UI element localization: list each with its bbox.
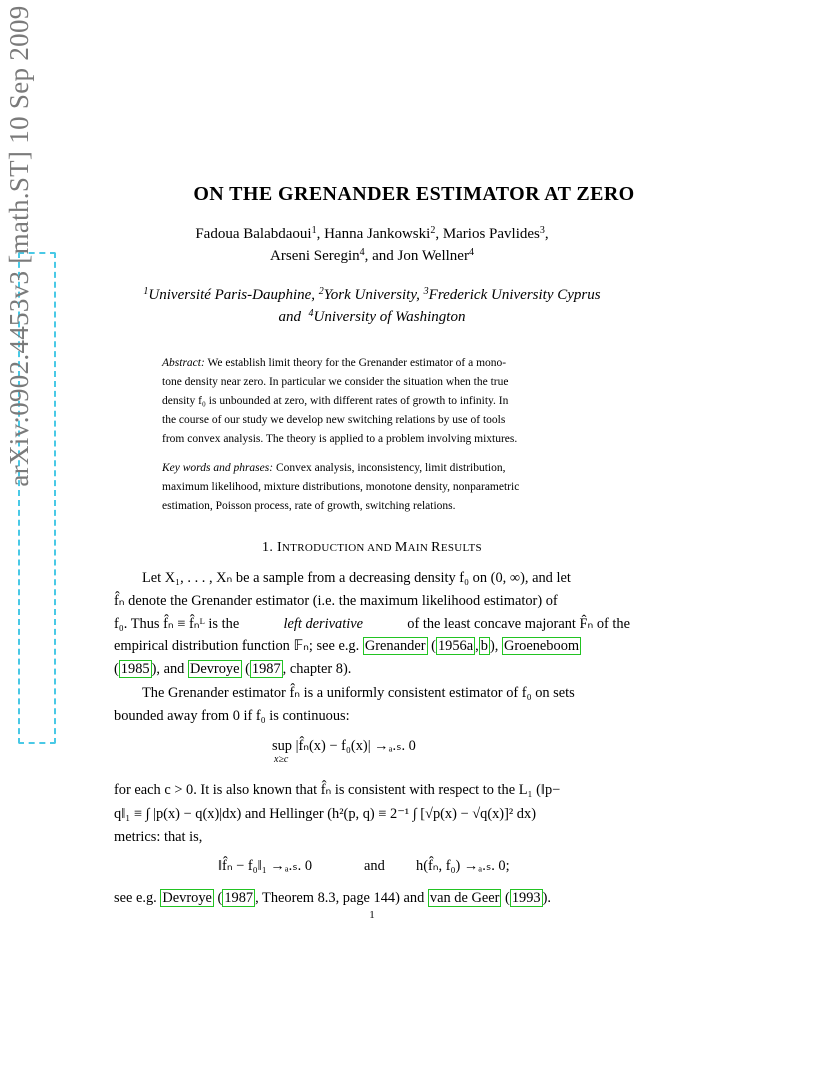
author-name: Jon Wellner [397, 248, 469, 264]
citation-link[interactable]: Devroye [162, 890, 212, 906]
body-line: Let X₁, . . . , Xₙ be a sample from a decreasing density f₀ on (0, ∞), and let [142, 570, 571, 586]
body-text: , Theorem 8.3, page 144) and [255, 890, 425, 906]
page-number: 1 [369, 909, 375, 921]
display-equation-1 [272, 738, 416, 765]
abstract-line: tone density near zero. In particular we consider the situation when the true [162, 376, 509, 388]
citation-link[interactable]: 1987 [224, 890, 254, 906]
body-text: ), and [151, 661, 185, 677]
body-text: ( [217, 890, 223, 906]
citation-link[interactable]: 1993 [511, 890, 541, 906]
body-text: f₀. Thus f̂ₙ ≡ f̂ₙᴸ is the [114, 616, 240, 632]
authors-line-1: Fadoua Balabdaoui$^1$, Hanna Jankowski$^2$, Marios Pavlides$^3$, [195, 225, 549, 242]
citation-link[interactable]: Groeneboom [503, 638, 580, 654]
body-text: of the least concave majorant F̂ₙ of the [407, 616, 630, 632]
affiliation: University of Washington [313, 309, 466, 325]
section-title-part: NTRODUCTION AND [281, 542, 395, 554]
section-title-part: I [276, 540, 282, 555]
author-name: Marios Pavlides [442, 226, 540, 242]
body-text: ( [505, 890, 510, 906]
body-text: , [475, 638, 479, 654]
keywords [162, 459, 582, 516]
body-line: for each c > 0. It is also known that f̂ₙ is consistent with respect to the L₁ (‖p− [114, 782, 561, 798]
author-name: Hanna Jankowski [324, 226, 431, 242]
paper-title: ON THE GRENANDER ESTIMATOR AT ZERO [193, 183, 635, 205]
author-sup: 1 [311, 225, 317, 236]
body-line: ( 1985 ), and Devroye ( 1987 , chapter 8). [114, 661, 352, 677]
abstract-label: Abstract: [162, 357, 205, 369]
affiliation: York University, [323, 287, 420, 303]
body-line: bounded away from 0 if f₀ is continuous: [114, 708, 350, 724]
body-text: see e.g. [114, 890, 157, 906]
section-number: 1. [262, 540, 274, 555]
section-title-part: ESULTS [440, 542, 482, 554]
body-text: ( [431, 638, 436, 654]
sup-operator: sup [272, 738, 292, 754]
abstract-line: density f₀ is unbounded at zero, with different rates of growth to infinity. In [162, 395, 509, 407]
body-line: f̂ₙ denote the Grenander estimator (i.e. the maximum likelihood estimator) of [114, 593, 558, 609]
abstract-line: from convex analysis. The theory is applied to a problem involving mixtures. [162, 433, 518, 445]
keywords-line: maximum likelihood, mixture distributions, monotone density, nonparametric [162, 481, 520, 493]
display-equation-2-and: and [364, 858, 385, 874]
arxiv-stamp-text: arXiv:0902.4453v3 [math.ST] 10 Sep 2009 [3, 5, 34, 487]
keywords-label: Key words and phrases: [162, 462, 274, 474]
affil-sup: 2 [318, 286, 324, 297]
author-sup: 3 [539, 225, 545, 236]
keywords-text: Convex analysis, inconsistency, limit distribution, [275, 462, 506, 474]
citation-link[interactable]: 1956a [437, 638, 474, 654]
equation-expression: |f̂ₙ(x) − f₀(x)| →ₐ.ₛ. 0 [295, 738, 416, 754]
section-title-part: AIN [407, 542, 432, 554]
citation-link[interactable]: van de Geer [429, 890, 500, 906]
author-name: Fadoua Balabdaoui [195, 226, 312, 242]
authors-line-2: Arseni Seregin$^4$, and Jon Wellner$^4$ [270, 247, 474, 264]
abstract-line: the course of our study we develop new switching relations by use of tools [162, 414, 506, 426]
abstract [162, 354, 582, 449]
body-line [114, 616, 630, 633]
body-line [114, 890, 630, 907]
affil-sup: 1 [143, 286, 149, 297]
affil-and: and [278, 309, 302, 325]
affiliation: Université Paris-Dauphine, [148, 287, 316, 303]
abstract-text: We establish limit theory for the Grenander estimator of a mono- [207, 357, 507, 369]
body-text: empirical distribution function 𝔽ₙ; see e.g. [114, 638, 360, 654]
citation-link[interactable]: 1987 [251, 661, 281, 677]
author-sup: 4 [468, 247, 474, 258]
body-text: , chapter 8). [282, 661, 352, 677]
affiliations-line-2 [0, 309, 744, 326]
display-equation-2-right: h(f̂ₙ, f₀) →ₐ.ₛ. 0; [416, 858, 510, 874]
body-line: q‖₁ ≡ ∫ |p(x) − q(x)|dx) and Hellinger (h²(p, q) ≡ 2⁻¹ ∫ [√p(x) − √q(x)]² dx) [114, 806, 536, 822]
body-line [114, 638, 630, 655]
body-text: ), [489, 638, 499, 654]
author-name: Arseni Seregin [270, 248, 360, 264]
affiliation: Frederick University Cyprus [428, 287, 601, 303]
display-equation-2-left: ‖f̂ₙ − f₀‖₁ →ₐ.ₛ. 0 [218, 858, 313, 874]
body-line: metrics: that is, [114, 829, 203, 845]
section-heading [0, 540, 744, 556]
citation-link[interactable]: Devroye [189, 661, 240, 677]
citation-link[interactable]: Grenander [364, 638, 426, 654]
citation-link[interactable]: 1985 [120, 661, 150, 677]
keywords-line: estimation, Poisson process, rate of growth, switching relations. [162, 500, 456, 512]
affiliations-line-1 [0, 287, 744, 304]
affil-sup: 4 [308, 308, 314, 319]
citation-link[interactable]: b [480, 638, 488, 654]
author-sup: 2 [430, 225, 436, 236]
authors-and: and [372, 248, 394, 264]
section-title-part: M [394, 540, 408, 555]
body-text: ). [542, 890, 551, 906]
affil-sup: 3 [423, 286, 429, 297]
abstract-line [162, 354, 582, 373]
keywords-line [162, 459, 582, 478]
body-line: The Grenander estimator f̂ₙ is a uniformly consistent estimator of f₀ on sets [142, 685, 575, 701]
sup-subscript: x≥c [274, 754, 289, 765]
body-emphasis: left derivative [283, 616, 363, 632]
section-title-part: R [431, 540, 441, 555]
author-sup: 4 [359, 247, 365, 258]
